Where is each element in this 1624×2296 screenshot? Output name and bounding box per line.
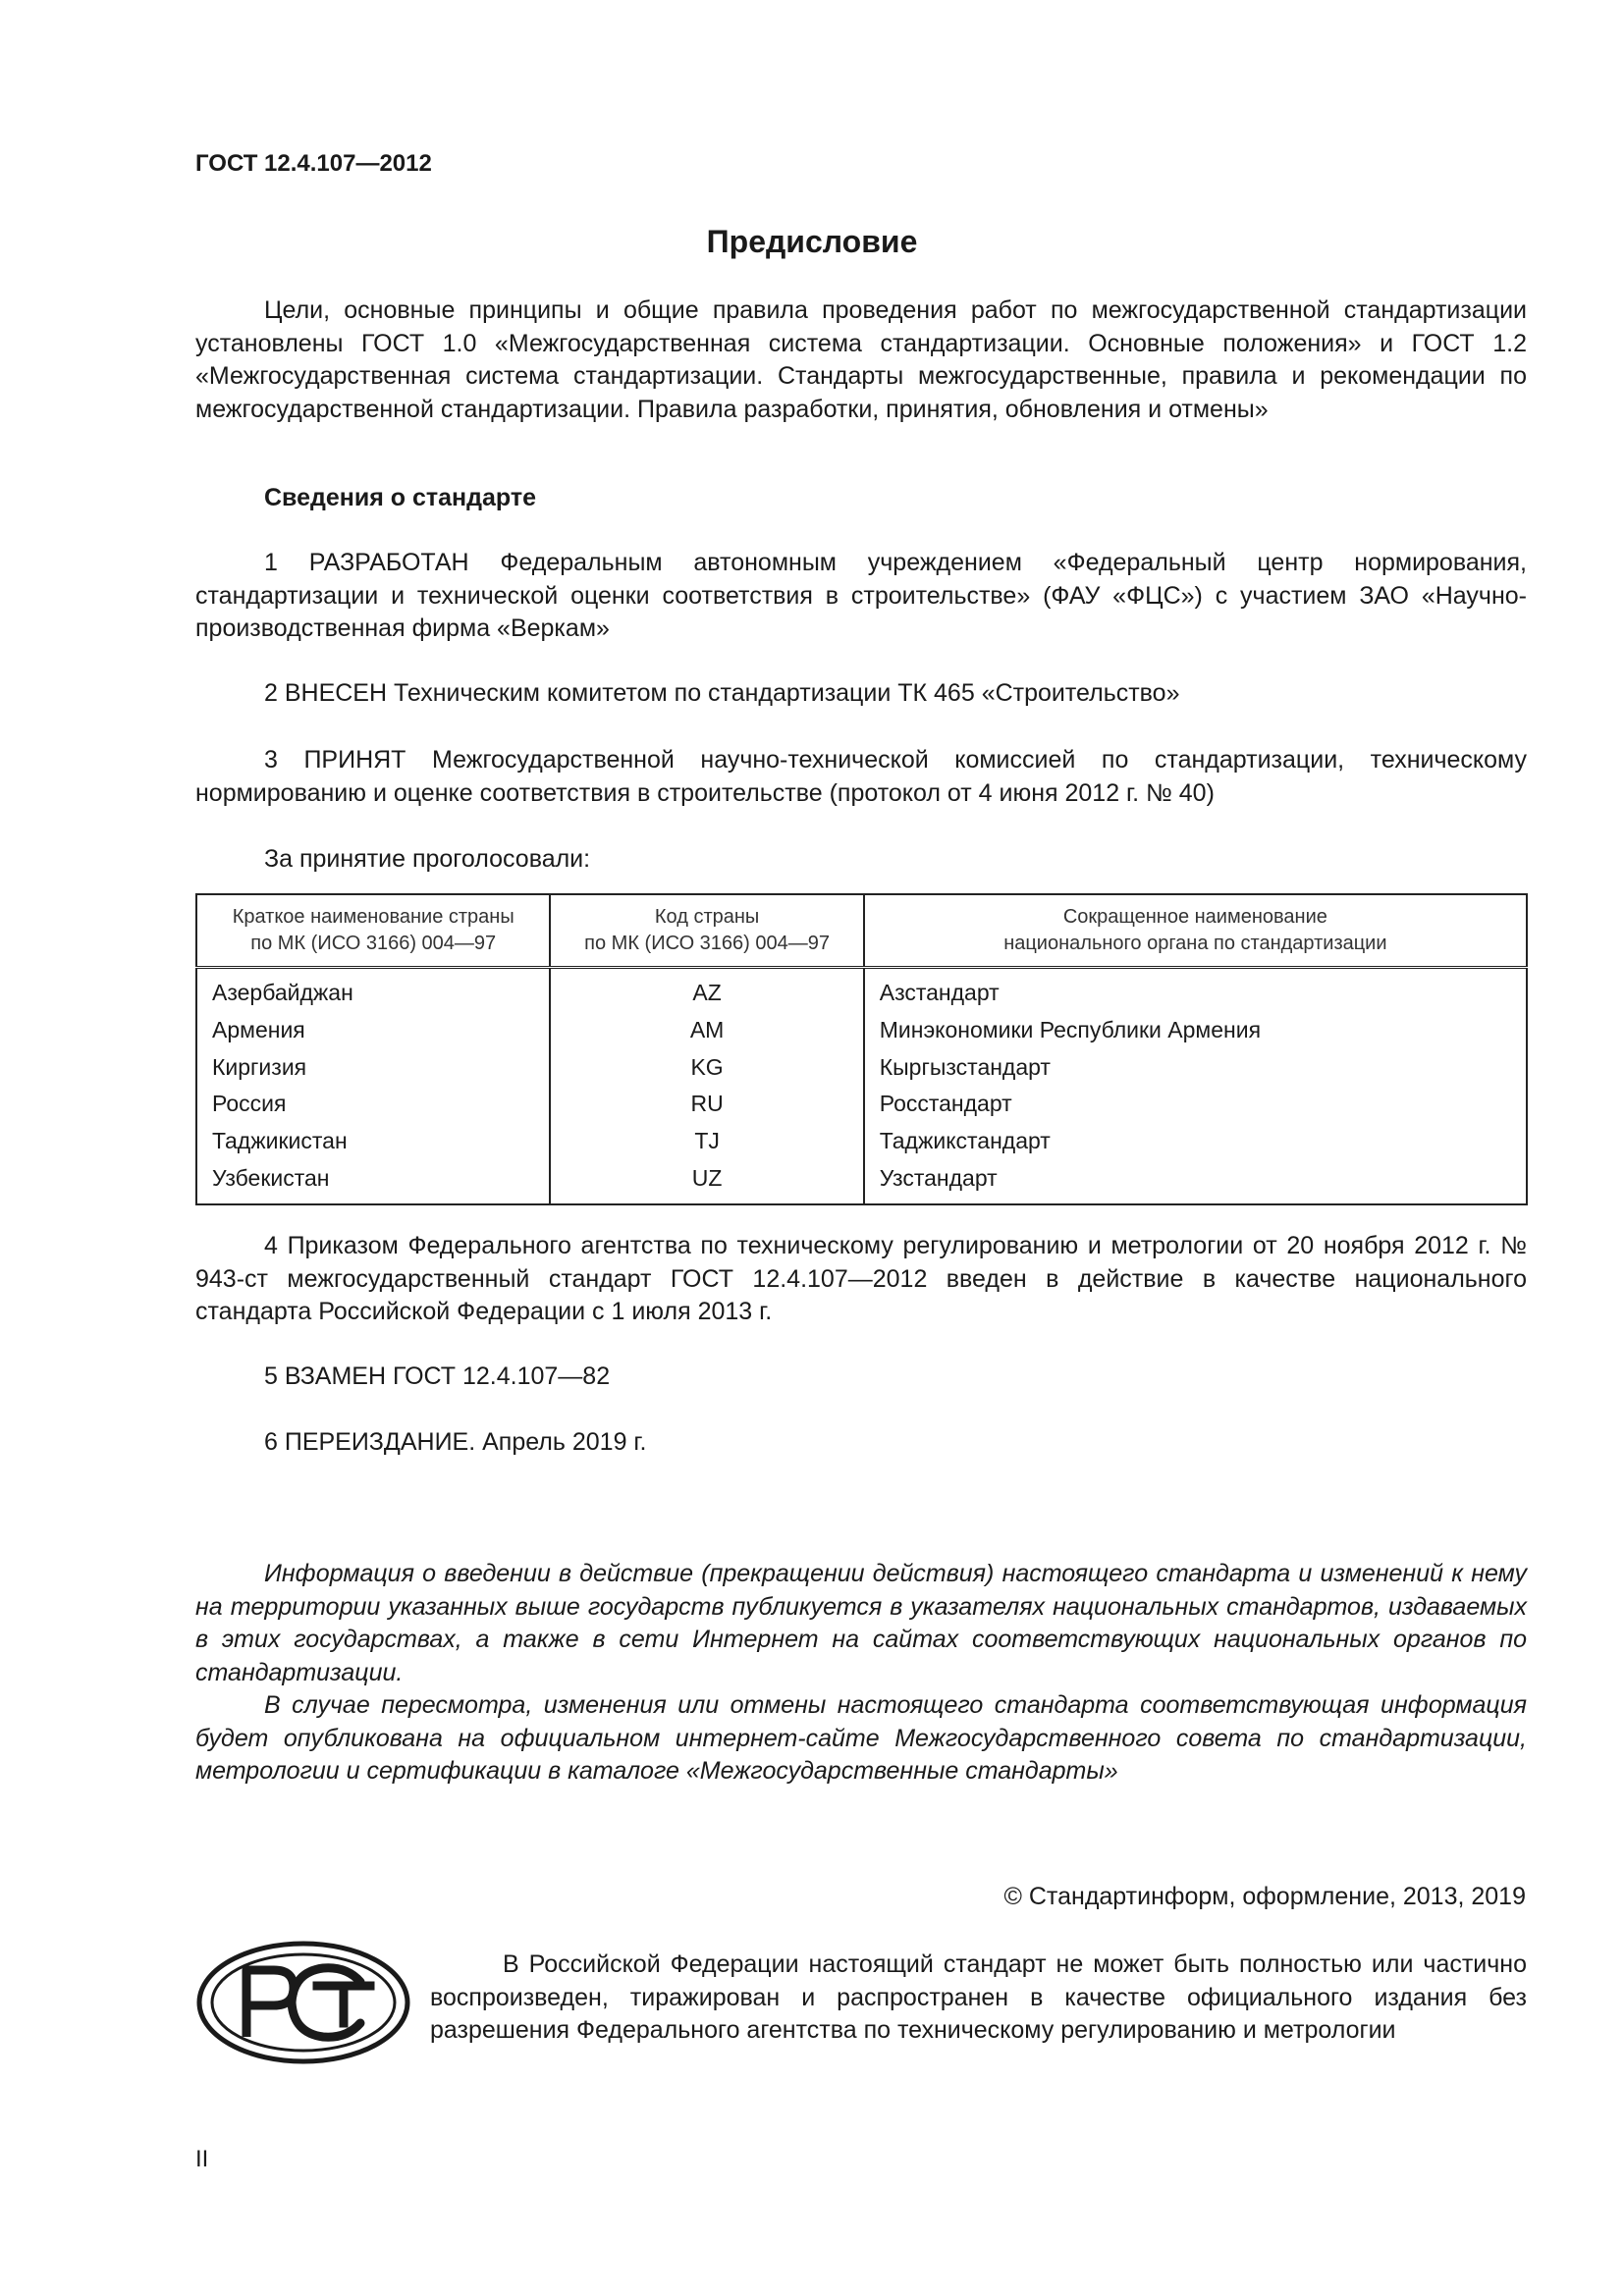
code-cell: TJ (550, 1123, 863, 1160)
column-header-country (196, 894, 550, 968)
page-number: II (195, 2146, 209, 2172)
rights-notice (430, 1949, 1527, 2048)
column-header-country-line1: Краткое наименование страны (232, 906, 514, 928)
column-header-code-line1: Код страны (654, 906, 760, 928)
table-row (196, 1012, 1527, 1049)
item-replaces: 5 ВЗАМЕН ГОСТ 12.4.107—82 (264, 1362, 611, 1390)
table-row (196, 1049, 1527, 1087)
code-cell: RU (550, 1086, 863, 1123)
code-cell: AM (550, 1012, 863, 1049)
voting-countries-table (195, 893, 1528, 1205)
rights-notice-text: В Российской Федерации настоящий стандарт не может быть полностью или частично воспроизведен, тиражирован и распространен в качестве официального издания без разрешения Федерального агентства по техническому регулированию и метрологии (430, 1950, 1527, 2044)
item-introduced-text: 2 ВНЕСЕН Техническим комитетом по стандартизации ТК 465 «Строительство» (264, 679, 1180, 707)
item-adopted-text: 3 ПРИНЯТ Межгосударственной научно-технической комиссией по стандартизации, техническому нормированию и оценке соответствия в строительстве (протокол от 4 июня 2012 г. № 40) (195, 746, 1527, 807)
table-row (196, 968, 1527, 1012)
column-header-body-line1: Сокращенное наименование (1062, 906, 1327, 928)
table-row (196, 1086, 1527, 1123)
country-cell: Россия (196, 1086, 550, 1123)
country-cell: Узбекистан (196, 1160, 550, 1204)
note-paragraph-1: Информация о введении в действие (прекращении действия) настоящего стандарта и изменений к нему на территории указанных выше государств публикуется в указателях национальных стандартов, издаваемых в этих государствах, а также в сети Интернет на сайтах соответствующих национальных органов по стандартизации. (195, 1560, 1527, 1686)
code-cell: AZ (550, 968, 863, 1012)
intro-text: Цели, основные принципы и общие правила проведения работ по межгосударственной стандартизации установлены ГОСТ 1.0 «Межгосударственная система стандартизации. Основные положения» и ГОСТ 1.2 «Межгосударственная система стандартизации. Стандарты межгосударственные, правила и рекомендации по межгосударственной стандартизации. Правила разработки, принятия, обновления и отмены» (195, 296, 1527, 423)
intro-paragraph (195, 294, 1527, 426)
voted-intro: За принятие проголосовали: (264, 845, 591, 873)
table-row (196, 1160, 1527, 1204)
item-adopted (195, 744, 1527, 810)
country-cell: Армения (196, 1012, 550, 1049)
section-title: Предисловие (706, 224, 918, 259)
rst-certification-mark-icon (195, 1939, 411, 2071)
body-cell: Кыргызстандарт (864, 1049, 1527, 1087)
body-cell: Таджикстандарт (864, 1123, 1527, 1160)
item-enacted (195, 1230, 1527, 1329)
copyright-line: © Стандартинформ, оформление, 2013, 2019 (1003, 1883, 1526, 1910)
document-id: ГОСТ 12.4.107—2012 (195, 150, 432, 177)
info-heading: Сведения о стандарте (264, 484, 537, 511)
country-cell: Таджикистан (196, 1123, 550, 1160)
column-header-body (864, 894, 1527, 968)
column-header-body-line2: национального органа по стандартизации (1003, 933, 1387, 954)
body-cell: Росстандарт (864, 1086, 1527, 1123)
body-cell: Азстандарт (864, 968, 1527, 1012)
code-cell: KG (550, 1049, 863, 1087)
country-cell: Киргизия (196, 1049, 550, 1087)
table-header-row (196, 894, 1527, 968)
column-header-code (550, 894, 863, 968)
note-paragraph-2: В случае пересмотра, изменения или отмены настоящего стандарта соответствующая информация будет опубликована на официальном интернет-сайте Межгосударственного совета по стандартизации, метрологии и сертификации в каталоге «Межгосударственные стандарты» (195, 1691, 1527, 1785)
notes-block (195, 1558, 1527, 1789)
rst-logo-graphic (195, 1939, 411, 2066)
code-cell: UZ (550, 1160, 863, 1204)
column-header-code-line2: по МК (ИСО 3166) 004—97 (584, 933, 831, 954)
column-header-country-line2: по МК (ИСО 3166) 004—97 (250, 933, 497, 954)
item-reissue: 6 ПЕРЕИЗДАНИЕ. Апрель 2019 г. (264, 1428, 647, 1456)
item-developed-text: 1 РАЗРАБОТАН Федеральным автономным учреждением «Федеральный центр нормирования, стандартизации и технической оценки соответствия в строительстве» (ФАУ «ФЦС») с участием ЗАО «Научно-производственная фирма «Веркам» (195, 549, 1527, 642)
body-cell: Узстандарт (864, 1160, 1527, 1204)
item-introduced (195, 677, 1527, 711)
country-cell: Азербайджан (196, 968, 550, 1012)
body-cell: Минэкономики Республики Армения (864, 1012, 1527, 1049)
item-developed (195, 547, 1527, 646)
table-row (196, 1123, 1527, 1160)
item-enacted-text: 4 Приказом Федерального агентства по техническому регулированию и метрологии от 20 ноября 2012 г. № 943-ст межгосударственный стандарт ГОСТ 12.4.107—2012 введен в действие в качестве национального стандарта Российской Федерации с 1 июля 2013 г. (195, 1232, 1527, 1325)
